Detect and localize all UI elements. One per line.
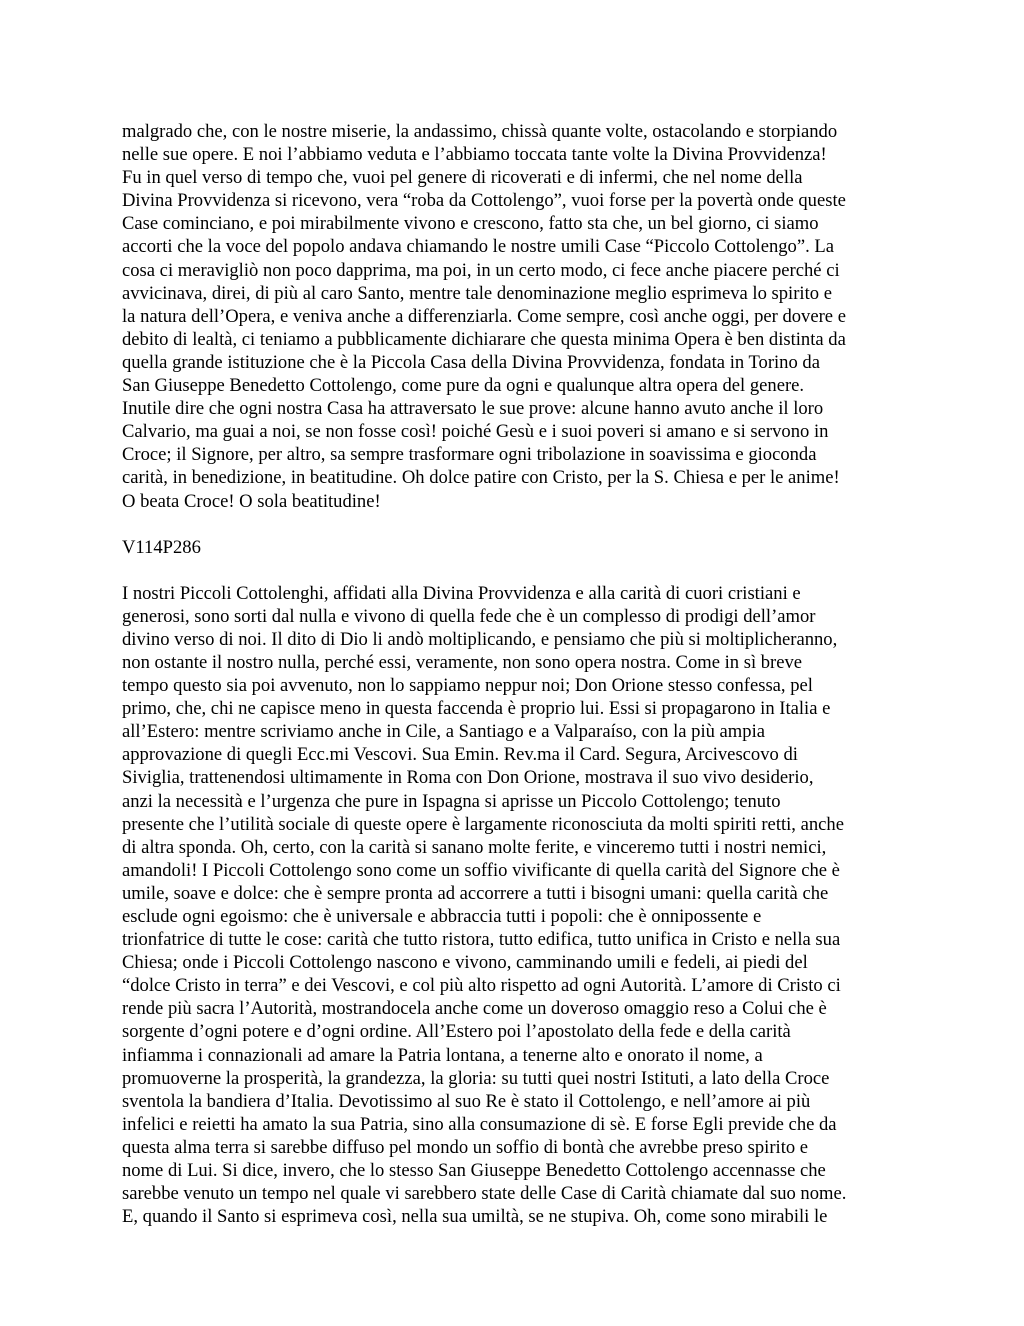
- page-reference: V114P286: [122, 536, 201, 558]
- paragraph-1: malgrado che, con le nostre miserie, la andassimo, chissà quante volte, ostacolando e storpiando nelle sue opere. E noi l’abbiamo veduta e l’abbiamo toccata tante volte la Divina Provvidenza! Fu in quel verso di tempo che, vuoi pel genere di ricoverati e di infermi, che nel nome della Divina Provvidenza si ricevono, vera “roba da Cottolengo”, vuoi forse per la povertà onde queste Case cominciano, e poi mirabilmente vivono e crescono, fatto sta che, un bel giorno, ci siamo accorti che la voce del popolo andava chiamando le nostre umili Case “Piccolo Cottolengo”. La cosa ci meravigliò non poco dapprima, ma poi, in un certo modo, ci fece anche piacere perché ci avvicinava, direi, di più al caro Santo, mentre tale denominazione meglio esprimeva lo spirito e la natura dell’Opera, e veniva anche a differenziarla. Come sempre, così anche oggi, per dovere e debito di lealtà, ci teniamo a pubblicamente dichiarare che questa minima Opera è ben distinta da quella grande istituzione che è la Piccola Casa della Divina Provvidenza, fondata in Torino da San Giuseppe Benedetto Cottolengo, come pure da ogni e qualunque altra opera del genere. Inutile dire che ogni nostra Casa ha attraversato le sue prove: alcune hanno avuto anche il loro Calvario, ma guai a noi, se non fosse così! poiché Gesù e i suoi poveri si amano e si servono in Croce; il Signore, per altro, sa sempre trasformare ogni tribolazione in soavissima e gioconda carità, in benedizione, in beatitudine. Oh dolce patire con Cristo, per la S. Chiesa e per le anime! O beata Croce! O sola beatitudine!: [122, 121, 846, 512]
- document-page: [122, 120, 908, 1228]
- paragraph-2: I nostri Piccoli Cottolenghi, affidati alla Divina Provvidenza e alla carità di cuori cristiani e generosi, sono sorti dal nulla e vivono di quella fede che è un complesso di prodigi dell’amor divino verso di noi. Il dito di Dio li andò moltiplicando, e pensiamo che più si moltiplicheranno, non ostante il nostro nulla, perché essi, veramente, non sono opera nostra. Come in sì breve tempo questo sia poi avvenuto, non lo sappiamo neppur noi; Don Orione stesso confessa, pel primo, che, chi ne capisce meno in questa faccenda è proprio lui. Essi si propagarono in Italia e all’Estero: mentre scriviamo anche in Cile, a Santiago e a Valparaíso, con la più ampia approvazione di quegli Ecc.mi Vescovi. Sua Emin. Rev.ma il Card. Segura, Arcivescovo di Siviglia, trattenendosi ultimamente in Roma con Don Orione, mostrava il suo vivo desiderio, anzi la necessità e l’urgenza che pure in Ispagna si aprisse un Piccolo Cottolengo; tenuto presente che l’utilità sociale di queste opere è largamente riconosciuta da molti spiriti retti, anche di altra sponda. Oh, certo, con la carità si sanano molte ferite, e vinceremo tutti i nostri nemici, amandoli! I Piccoli Cottolengo sono come un soffio vivificante di quella carità del Signore che è umile, soave e dolce: che è sempre pronta ad accorrere a tutti i bisogni umani: quella carità che esclude ogni egoismo: che è universale e abbraccia tutti i popoli: che è onnipossente e trionfatrice di tutte le cose: carità che tutto ristora, tutto edifica, tutto unifica in Cristo e nella sua Chiesa; onde i Piccoli Cottolengo nascono e vivono, camminando umili e fedeli, ai piedi del “dolce Cristo in terra” e dei Vescovi, e col più alto rispetto ad ogni Autorità. L’amore di Cristo ci rende più sacra l’Autorità, mostrandocela anche come un doveroso omaggio reso a Colui che è sorgente d’ogni potere e d’ogni ordine. All’Estero poi l’apostolato della fede e della carità infiamma i connazionali ad amare la Patria lontana, a tenerne alto e onorato il nome, a promuoverne la prosperità, la grandezza, la gloria: su tutti quei nostri Istituti, a lato della Croce sventola la bandiera d’Italia. Devotissimo al suo Re è stato il Cottolengo, e nell’amore ai più infelici e reietti ha amato la sua Patria, sino alla consumazione di sè. E forse Egli previde che da questa alma terra si sarebbe diffuso pel mondo un soffio di bontà che avrebbe preso spirito e nome di Lui. Si dice, invero, che lo stesso San Giuseppe Benedetto Cottolengo accennasse che sarebbe venuto un tempo nel quale vi sarebbero state delle Case di Carità chiamate dal suo nome. E, quando il Santo si esprimeva così, nella sua umiltà, se ne stupiva. Oh, come sono mirabili le: [122, 582, 847, 1228]
